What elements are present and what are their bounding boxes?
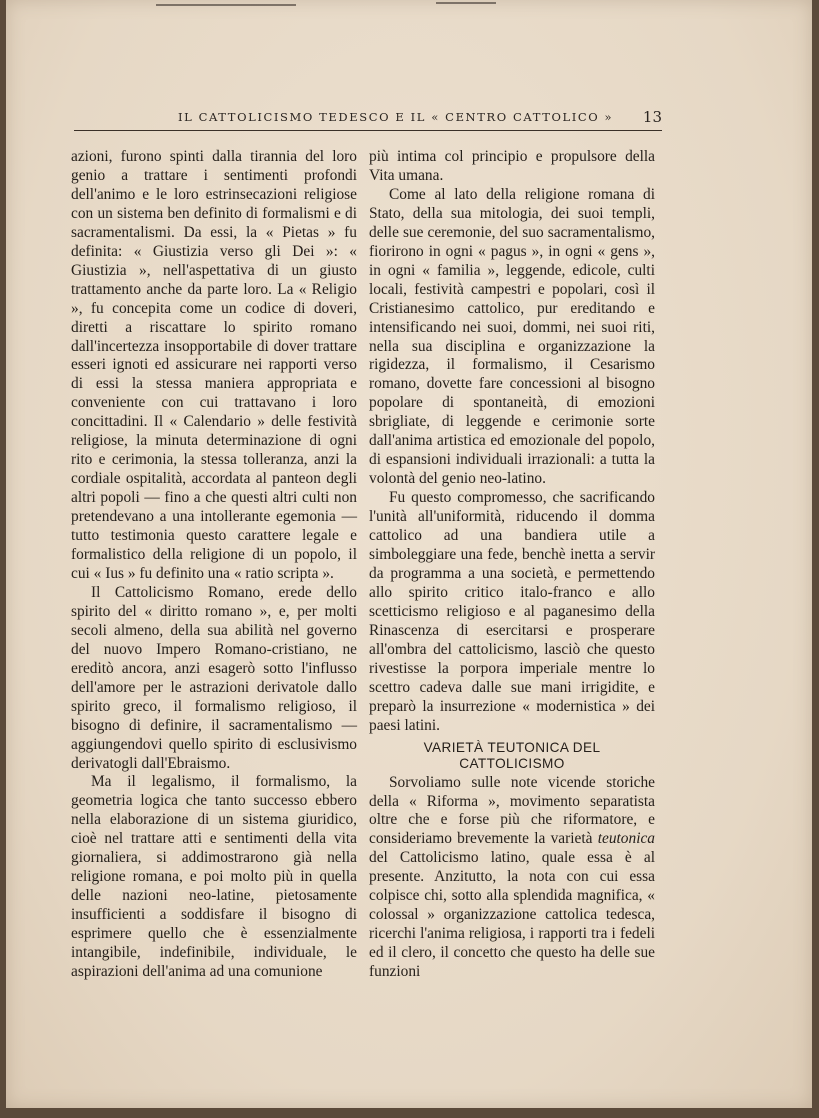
paragraph-text: del Cattolicismo latino, quale essa è al presente. Anzitutto, la nota con cui essa colpisce chi, sotto alla splendida magnifica, « colossal » organizzazione cattolica tedesca, ricerchi l'anima religiosa, i rapporti tra i fedeli ed il clero, il concetto che questo ha delle sue funzioni (369, 849, 655, 981)
paragraph (369, 774, 655, 982)
section-heading-line: CATTOLICISMO (459, 755, 565, 771)
paragraph: Come al lato della religione romana di Stato, della sua mitologia, dei suoi templi, delle sue ceremonie, del suo sacramentalismo, fiorirono in ogni « pagus », in ogni « gens », in ogni « familia », leggende, edicole, culti locali, festività campestri e popolari, così il Cristianesimo cattolico, pur ereditando e intensificando nei suoi, dommi, nei suoi riti, nella sua disciplina e organizzazione la rigidezza, il formalismo, il Cesarismo romano, dovette fare concessioni al bisogno popolare di spontaneità, di emozioni sbrigliate, di leggende e cerimonie sorte dall'anima artistica ed emozionale del popolo, di espansioni individuali irrazionali: a tutta la volontà del genio neo-latino. (369, 185, 655, 488)
top-edge-mark (436, 2, 496, 4)
page-number: 13 (642, 108, 662, 126)
paragraph: più intima col principio e propulsore della Vita umana. (369, 148, 655, 184)
book-page (6, 0, 812, 1108)
top-edge-mark (156, 4, 296, 6)
italic-word: teutonica (597, 830, 655, 848)
section-heading-line: VARIETÀ TEUTONICA DEL (423, 739, 601, 755)
section-heading (369, 740, 655, 772)
running-title: IL CATTOLICISMO TEDESCO E IL « CENTRO CATTOLICO » (178, 110, 614, 124)
running-head (74, 108, 662, 131)
left-column (71, 148, 357, 982)
paragraph: Ma il legalismo, il formalismo, la geometria logica che tanto successo ebbero nella elaborazione di un sistema giuridico, cioè nel trattare atti e sentimenti della vita giornaliera, si addimostrarono già nella religione romana, e poi molto più in quella delle nazioni neo-latine, pietosamente insufficienti a soddisfare il bisogno di esprimere quello che è essenzialmente intangibile, indefinibile, individuale, le aspirazioni dell'anima ad una comunione (71, 773, 357, 980)
paragraph: Il Cattolicismo Romano, erede dello spirito del « diritto romano », e, per molti secoli almeno, della sua abilità nel governo del nuovo Impero Romano-cristiano, ne ereditò ancora, anzi esagerò sotto l'influsso dell'amore per le astrazioni derivatole dallo spirito greco, il formalismo religioso, il bisogno di definire, il sacramentalismo — aggiungendovi quello spirito di esclusivismo derivatogli dall'Ebraismo. (71, 583, 357, 772)
paragraph-text: Sorvoliamo sulle note vicende storiche della « Riforma », movimento separatista oltre che e forse più che riformatore, e consideriamo brevemente la varietà (369, 773, 655, 848)
paragraph: Fu questo compromesso, che sacrificando l'unità all'uniformità, riducendo il domma cattolico ad una bandiera utile a simboleggiare una fede, benchè inetta a servir da programma a una società, e permettendo allo spirito critico italo-franco e allo scetticismo religioso e al paganesimo della Rinascenza di esercitarsi e prosperare all'ombra del cattolicismo, lasciò che questo rivestisse la porpora imperiale mentre lo scettro cadeva dalle sue mani irrigidite, e preparò la insurrezione « modernistica » dei paesi latini. (369, 489, 655, 734)
right-column (369, 148, 655, 982)
paragraph: azioni, furono spinti dalla tirannia del loro genio a trattare i sentimenti profondi dell'animo e le loro estrinsecazioni religiose con un sistema ben definito di formalismi e di sacramentalismi. Da essi, la « Pietas » fu definita: « Giustizia verso gli Dei »: « Giustizia », nell'aspettativa di un giusto trattamento anche da parte loro. La « Religio », fu concepita come un codice di doveri, diretti a riscattare lo spirito romano dall'incertezza insopportabile di dover trattare esseri ignoti ed assicurare nei rapporti verso di essi la stessa maniera appropriata e conveniente con cui trattavano i loro concittadini. Il « Calendario » delle festività religiose, la minuta determinazione di ogni rito e cerimonia, la stessa tolleranza, anzi la cordiale ospitalità, accordata al panteon degli altri popoli — fino a che questi altri culti non pretendevano a una intollerante egemonia — tutto testimonia questo carattere legale e formalistico della religione di un popolo, il cui « Ius » fu definito una « ratio scripta ». (71, 148, 357, 582)
